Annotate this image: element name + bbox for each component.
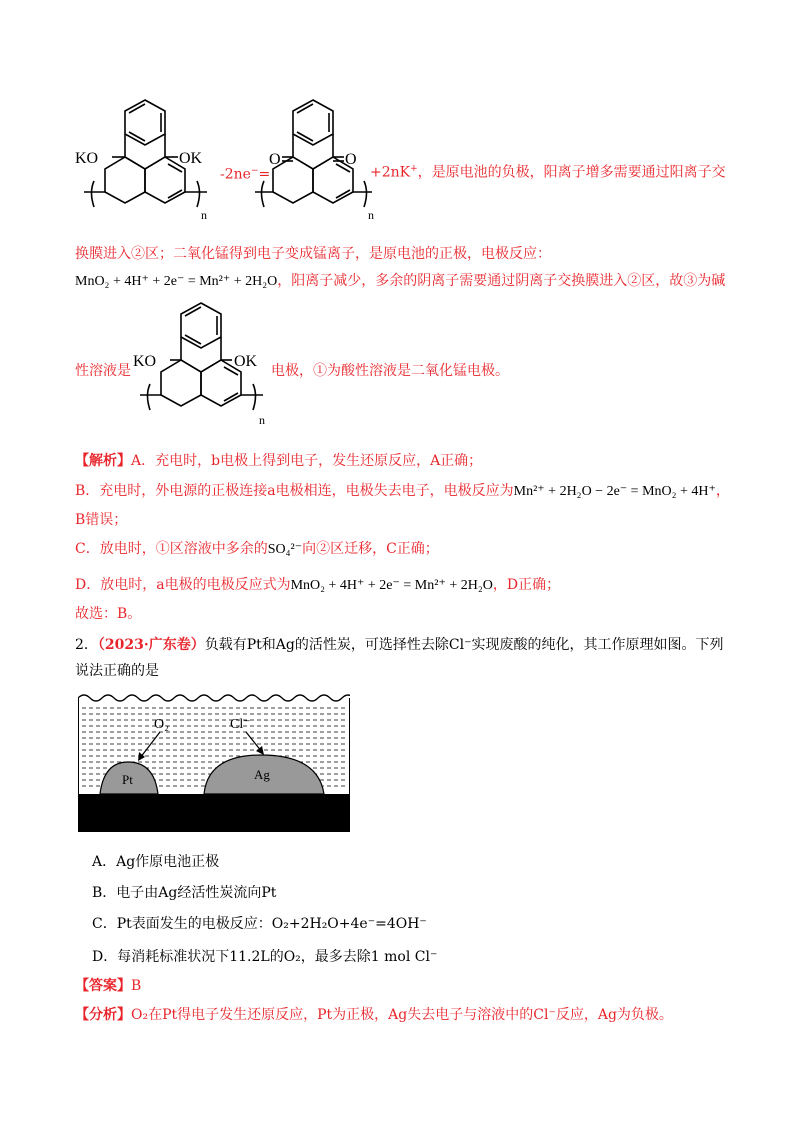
question-stem-2: 说法正确的是 [75,663,159,679]
structure-2 [252,95,382,235]
line1-tail: +2nK+，是原电池的负极，阳离子增多需要通过阳离子交 [370,164,726,181]
n-subscript-2: n [368,208,374,222]
option-d[interactable]: D．每消耗标准状况下11.2L的O₂，最多去除1 mol Cl⁻ [92,949,438,965]
question-stem-1: 2．（2023·广东卷）负载有Pt和Ag的活性炭，可选择性去除Cl⁻实现废酸的纯化，其工作原理如图。下列 [75,637,724,653]
o-label-right: O [345,151,357,168]
n-subscript-3: n [259,413,265,427]
ok-label-3: OK [234,353,258,370]
analysis-d: D．放电时，a电极的电极反应式为MnO₂ + 4H⁺ + 2e⁻ = Mn²⁺ + 2H₂O，D正确； [75,577,561,593]
ko-label-3: KO [133,353,157,370]
minus-2ne: -2ne−= [220,166,271,183]
ko-label: KO [75,150,99,167]
line3: MnO₂ + 4H⁺ + 2e⁻ = Mn²⁺ + 2H₂O，阳离子减少，多余的阴离子需要通过阴离子交换膜进入②区，故③为碱 [75,273,726,289]
o-label-left: O [269,151,281,168]
analysis-b: B．充电时，外电源的正极连接a电极相连，电极失去电子，电极反应为Mn²⁺ + 2H₂O − 2e⁻ = MnO₂ + 4H⁺， [75,483,730,499]
option-c[interactable]: C．Pt表面发生的电极反应：O₂+2H₂O+4e⁻=4OH⁻ [92,916,427,932]
structure-1 [72,95,222,235]
ok-label: OK [179,150,203,167]
fenxi: 【分析】O₂在Pt得电子发生还原反应，Pt为正极，Ag失去电子与溶液中的Cl⁻反应，Ag为负极。 [75,1007,673,1023]
analysis-b-line2: B错误； [75,512,128,528]
line4-post: 电极，①为酸性溶液是二氧化锰电极。 [271,363,509,379]
analysis-a: 【解析】A．充电时，b电极上得到电子，发生还原反应，A正确； [75,453,483,469]
o2-label: O₂ [154,717,169,732]
analysis-c: C．放电时，①区溶液中多余的SO₄²⁻向②区迁移，C正确； [75,541,439,557]
working-principle-figure [78,688,350,832]
option-a[interactable]: A．Ag作原电池正极 [92,854,220,870]
cl-label: Cl⁻ [230,717,251,732]
line2: 换膜进入②区；二氧化锰得到电子变成锰离子，是原电池的正极，电极反应： [75,246,551,262]
analysis-choice: 故选：B。 [75,606,142,622]
line4-pre: 性溶液是 [75,363,131,379]
ag-label: Ag [254,767,270,782]
option-b[interactable]: B．电子由Ag经活性炭流向Pt [92,885,277,901]
pt-label: Pt [122,772,133,787]
n-subscript: n [201,208,207,222]
answer: 【答案】B [75,978,142,994]
structure-3 [128,298,278,440]
